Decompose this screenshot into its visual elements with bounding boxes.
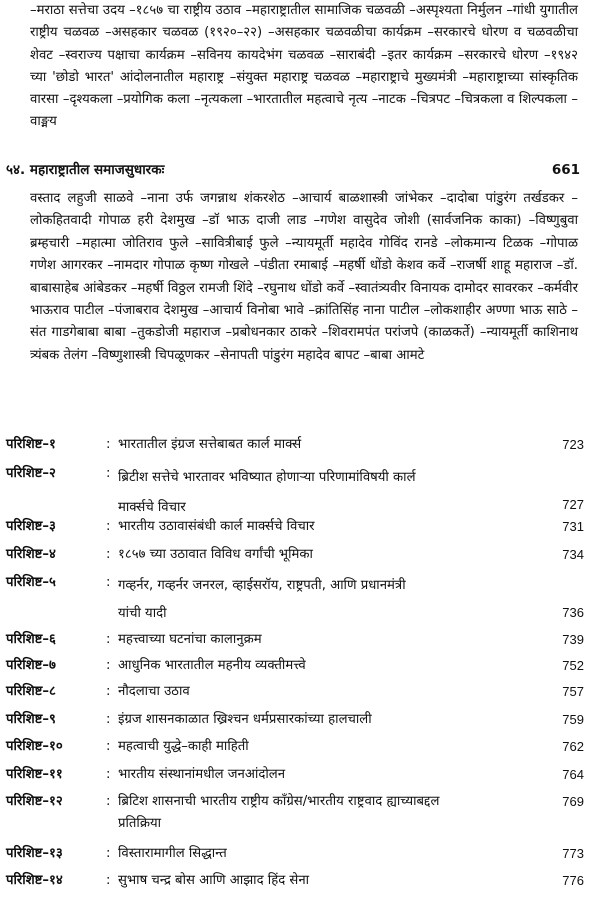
appendix-title: महत्त्वाच्या घटनांचा कालानुक्रम bbox=[118, 632, 262, 647]
appendix-page-number: 769 bbox=[562, 794, 584, 809]
appendix-colon: : bbox=[106, 684, 111, 699]
appendix-row bbox=[6, 544, 584, 566]
section-heading bbox=[6, 159, 580, 181]
appendix-title: भारतीय संस्थानांमधील जनआंदोलन bbox=[118, 767, 286, 782]
appendix-page-number: 757 bbox=[562, 684, 584, 699]
appendix-label: परिशिष्ट–१२ bbox=[6, 794, 63, 809]
appendix-colon: : bbox=[106, 437, 111, 452]
appendix-label: परिशिष्ट–९ bbox=[6, 712, 56, 727]
appendix-label: परिशिष्ट–११ bbox=[6, 767, 63, 782]
intro-topics-paragraph: –मराठा सत्तेचा उदय –१८५७ चा राष्ट्रीय उठाव –महाराष्ट्रातील सामाजिक चळवळी –अस्पृश्यता निर्मुलन –गांधी युगातील राष्ट्रीय चळवळ –असहकार चळवळ (१९२०–२२) –असहकार चळवळीचा कार्यक्रम –सरकारचे धोरण व चळवळीचा शेवट –स्वराज्य पक्षाचा कार्यक्रम –सविनय कायदेभंग चळवळ –साराबंदी –इतर कार्यक्रम –सरकारचे धोरण –१९४२ च्या 'छोडो भारत' आंदोलनातील महाराष्ट्र –संयुक्त महाराष्ट्र चळवळ –महाराष्ट्राचे मुख्यमंत्री –महाराष्ट्राच्या सांस्कृतिक वारसा –दृश्यकला –प्रयोगिक कला –नृत्यकला –भारतातील महत्वाचे नृत्य –नाटक –चित्रपट –चित्रकला व शिल्पकला –वाङ्मय bbox=[30, 3, 578, 130]
appendix-row bbox=[6, 843, 584, 865]
appendix-label: परिशिष्ट–२ bbox=[6, 466, 56, 481]
appendix-colon: : bbox=[106, 466, 111, 481]
appendix-colon: : bbox=[106, 632, 111, 647]
appendix-page-number: 739 bbox=[562, 632, 584, 647]
appendix-colon: : bbox=[106, 658, 111, 673]
appendix-row bbox=[6, 516, 584, 538]
appendix-title: इंग्रज शासनकाळात ख्रिश्चन धर्मप्रसारकांच्या हालचाली bbox=[118, 712, 372, 727]
appendix-page-number: 731 bbox=[562, 519, 584, 534]
appendix-label: परिशिष्ट–३ bbox=[6, 519, 56, 534]
appendix-row bbox=[6, 681, 584, 703]
appendix-row bbox=[6, 870, 584, 892]
appendix-label: परिशिष्ट–७ bbox=[6, 658, 56, 673]
appendix-colon: : bbox=[106, 846, 111, 861]
reformers-paragraph: वस्ताद लहुजी साळवे –नाना उर्फ जगन्नाथ शंकरशेठ –आचार्य बाळशास्त्री जांभेकर –दादोबा पांडुरंग तर्खडकर –लोकहितवादी गोपाळ हरी देशमुख –डॉ भाऊ दाजी लाड –गणेश वासुदेव जोशी (सार्वजनिक काका) –विष्णुबुवा ब्रम्हचारी –महात्मा जोतिराव फुले –सावित्रीबाई फुले –न्यायमूर्ती महादेव गोविंद रानडे –लोकमान्य टिळक –गोपाळ गणेश आगरकर –नामदार गोपाळ कृष्ण गोखले –पंडीता रमाबाई –महर्षी धोंडो केशव कर्वे –राजर्षी शाहू महाराज –डॉ. बाबासाहेब आंबेडकर –महर्षी विठ्ठल रामजी शिंदे –रघुनाथ धोंडो कर्वे –स्वातंत्र्यवीर विनायक दामोदर सावरकर –कर्मवीर भाऊराव पाटील –पंजाबराव देशमुख –आचार्य विनोबा भावे –क्रांतिसिंह नाना पाटील –लोकशाहीर अण्णा भाऊ साठे –संत गाडगेबाबा बाबा –तुकडोजी महाराज –प्रबोधनकार ठाकरे –शिवरामपंत परांजपे (काळकर्ते) –न्यायमूर्ती काशिनाथ त्र्यंबक तेलंग –विष्णुशास्त्री चिपळूणकर –सेनापती पांडुरंग महादेव बापट –बाबा आमटे bbox=[30, 191, 578, 363]
appendix-title: विस्तारामागील सिद्धान्त bbox=[118, 846, 227, 861]
appendix-row bbox=[6, 764, 584, 786]
appendix-label: परिशिष्ट–१ bbox=[6, 437, 56, 452]
appendix-title: भारतातील इंग्रज सत्तेबाबत कार्ल मार्क्स bbox=[118, 437, 302, 452]
appendix-label: परिशिष्ट–८ bbox=[6, 684, 56, 699]
appendix-row bbox=[6, 655, 584, 677]
appendix-row bbox=[6, 434, 584, 456]
section-page-number: 661 bbox=[551, 162, 580, 178]
appendix-page-number: 762 bbox=[562, 739, 584, 754]
appendix-colon: : bbox=[106, 794, 111, 809]
appendix-row bbox=[6, 791, 584, 837]
appendix-page-number: 764 bbox=[562, 767, 584, 782]
appendix-title: ब्रिटिश शासनाची भारतीय राष्ट्रीय काँग्रेस/भारतीय राष्ट्रवाद ह्याच्याबद्दल प्रतिक्रिया bbox=[118, 794, 440, 831]
appendix-row bbox=[6, 463, 584, 515]
appendix-title: भारतीय उठावासंबंधी कार्ल मार्क्सचे विचार bbox=[118, 519, 315, 534]
appendix-colon: : bbox=[106, 575, 111, 590]
appendix-label: परिशिष्ट–१३ bbox=[6, 846, 63, 861]
appendix-page-number: 727 bbox=[562, 497, 584, 512]
appendix-title: १८५७ च्या उठावात विविध वर्गांची भूमिका bbox=[118, 547, 313, 562]
appendix-title: सुभाष चन्द्र बोस आणि आझाद हिंद सेना bbox=[118, 873, 310, 888]
appendix-title: ब्रिटीश सत्तेचे भारतावर भविष्यात होणाऱ्या परिणामांविषयी कार्ल मार्क्सचे विचार bbox=[118, 470, 416, 515]
appendix-row bbox=[6, 629, 584, 651]
appendix-page-number: 773 bbox=[562, 846, 584, 861]
appendix-colon: : bbox=[106, 873, 111, 888]
appendix-row bbox=[6, 572, 584, 624]
appendix-page-number: 759 bbox=[562, 712, 584, 727]
appendix-title: गव्हर्नर, गव्हर्नर जनरल, व्हाईसरॉय, राष्ट्रपती, आणि प्रधानमंत्री यांची यादी bbox=[118, 578, 406, 621]
appendix-page-number: 736 bbox=[562, 605, 584, 620]
appendix-page-number: 734 bbox=[562, 547, 584, 562]
appendix-title: नौदलाचा उठाव bbox=[118, 684, 190, 699]
appendix-title: आधुनिक भारतातील महनीय व्यक्तीमत्त्वे bbox=[118, 658, 306, 673]
appendix-colon: : bbox=[106, 712, 111, 727]
appendix-colon: : bbox=[106, 547, 111, 562]
appendix-label: परिशिष्ट–१० bbox=[6, 739, 63, 754]
appendix-label: परिशिष्ट–६ bbox=[6, 632, 56, 647]
appendix-colon: : bbox=[106, 519, 111, 534]
appendix-page-number: 723 bbox=[562, 437, 584, 452]
appendix-page-number: 776 bbox=[562, 873, 584, 888]
appendix-page-number: 752 bbox=[562, 658, 584, 673]
appendix-label: परिशिष्ट–५ bbox=[6, 575, 56, 590]
appendix-label: परिशिष्ट–१४ bbox=[6, 873, 63, 888]
appendix-row bbox=[6, 709, 584, 731]
appendix-row bbox=[6, 736, 584, 758]
appendix-colon: : bbox=[106, 767, 111, 782]
appendix-colon: : bbox=[106, 739, 111, 754]
appendix-title: महत्वाची युद्धे–काही माहिती bbox=[118, 739, 249, 754]
section-title: ५४. महाराष्ट्रातील समाजसुधारकः bbox=[6, 162, 165, 178]
appendix-label: परिशिष्ट–४ bbox=[6, 547, 56, 562]
